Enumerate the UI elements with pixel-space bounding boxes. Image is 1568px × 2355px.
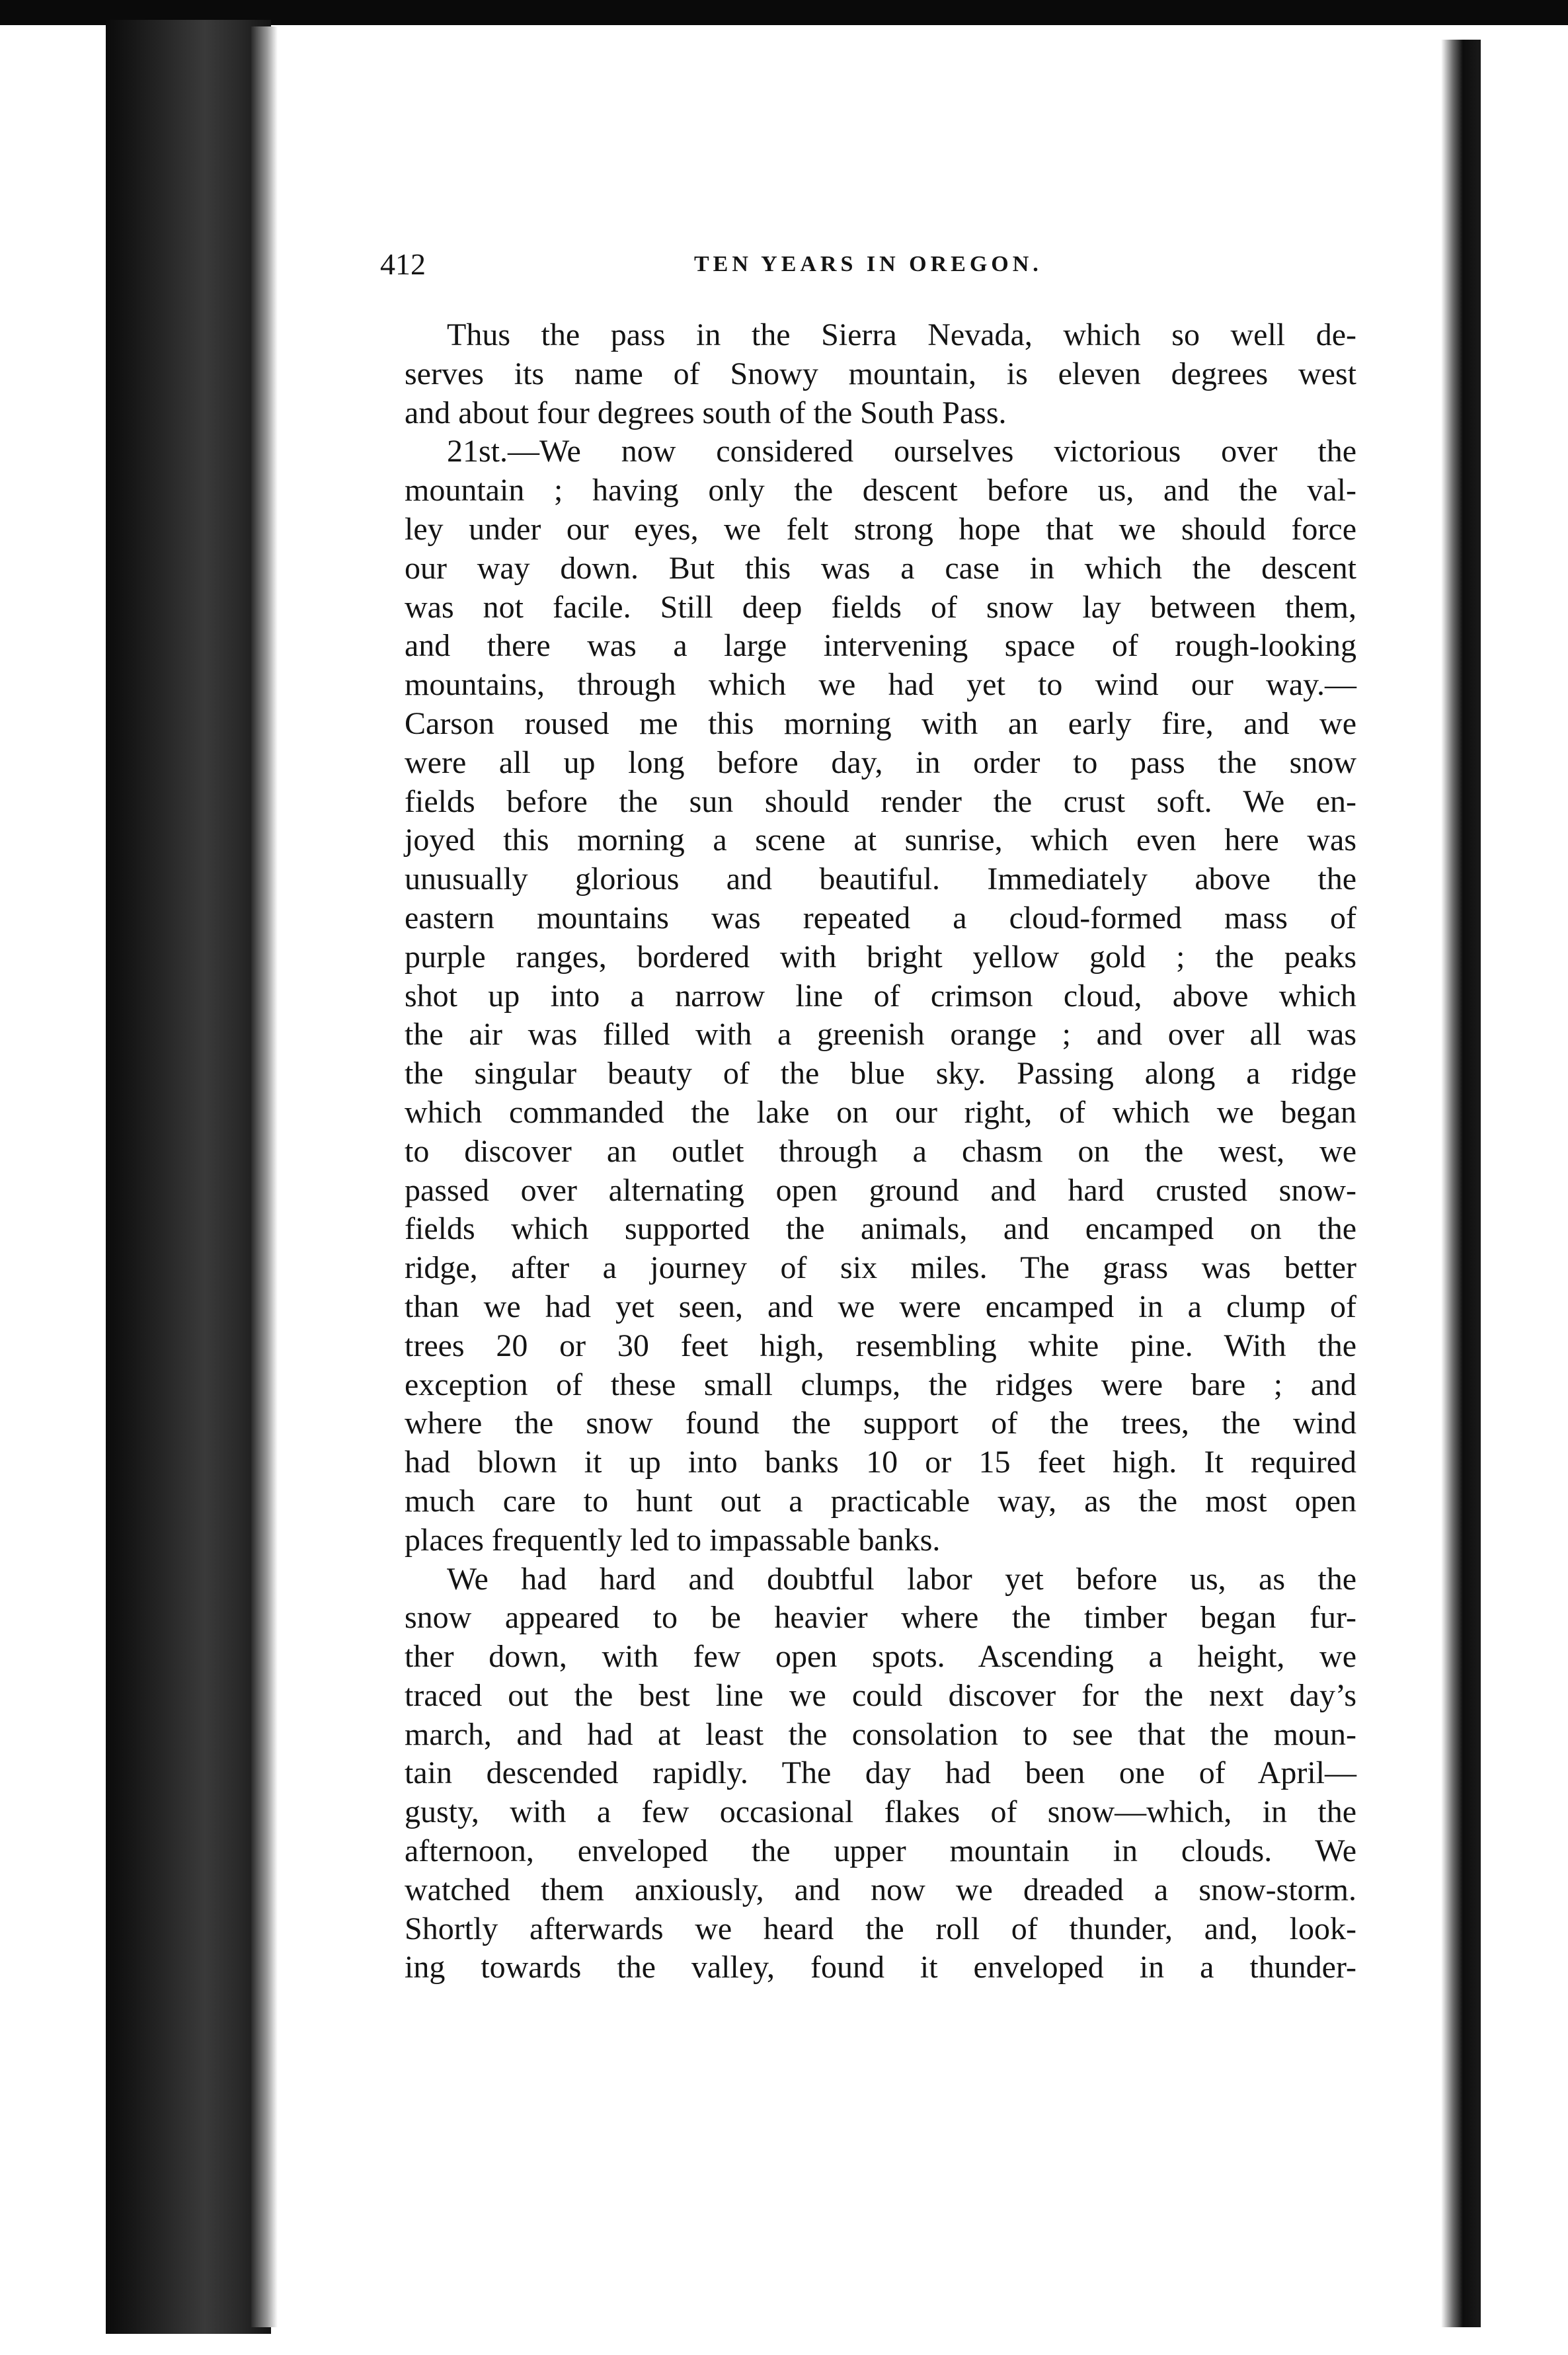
text-line: which commanded the lake on our right, of which we began (405, 1094, 1356, 1130)
text-line: where the snow found the support of the trees, the wind (405, 1406, 1356, 1441)
text-line: than we had yet seen, and we were encamped in a clump of (405, 1289, 1356, 1324)
text-line: passed over alternating open ground and hard crusted snow- (405, 1172, 1356, 1208)
page-header (380, 245, 1091, 284)
body-text (405, 316, 1356, 1987)
text-line: serves its name of Snowy mountain, is eleven degrees west (405, 356, 1356, 391)
text-line: traced out the best line we could discover for the next day’s (405, 1677, 1356, 1713)
text-line: ing towards the valley, found it enveloped in a thunder- (405, 1950, 1356, 1985)
text-line: ther down, with few open spots. Ascending a height, we (405, 1639, 1356, 1675)
text-line: gusty, with a few occasional flakes of snow—which, in the (405, 1794, 1356, 1830)
text-line: fields before the sun should render the crust soft. We en- (405, 783, 1356, 819)
text-line: had blown it up into banks 10 or 15 feet high. It required (405, 1445, 1356, 1480)
text-line: exception of these small clumps, the ridges were bare ; and (405, 1367, 1356, 1402)
text-line: our way down. But this was a case in which the descent (405, 550, 1356, 586)
text-line: Carson roused me this morning with an early fire, and we (405, 705, 1356, 741)
text-line: shot up into a narrow line of crimson cloud, above which (405, 978, 1356, 1014)
text-line: the singular beauty of the blue sky. Passing along a ridge (405, 1056, 1356, 1092)
text-line: eastern mountains was repeated a cloud-formed mass of (405, 900, 1356, 936)
scan-right-margin (1481, 25, 1568, 2355)
text-line: afternoon, enveloped the upper mountain in clouds. We (405, 1833, 1356, 1869)
page-number: 412 (380, 247, 426, 281)
text-line: Shortly afterwards we heard the roll of thunder, and, look- (405, 1911, 1356, 1946)
next-page-edge (1441, 40, 1481, 2327)
text-line: trees 20 or 30 feet high, resembling white pine. With the (405, 1328, 1356, 1363)
text-line: tain descended rapidly. The day had been one of April— (405, 1755, 1356, 1791)
text-line: watched them anxiously, and now we dreaded a snow-storm. (405, 1872, 1356, 1907)
running-title: TEN YEARS IN OREGON. (694, 252, 1042, 276)
text-line: We had hard and doubtful labor yet before us, as the (447, 1561, 1356, 1597)
text-line: mountains, through which we had yet to wind our way.— (405, 667, 1356, 703)
text-line: mountain ; having only the descent before us, and the val- (405, 473, 1356, 508)
text-line: to discover an outlet through a chasm on the west, we (405, 1133, 1356, 1169)
text-line: unusually glorious and beautiful. Immediately above the (405, 861, 1356, 897)
text-line: march, and had at least the consolation to see that the moun- (405, 1716, 1356, 1752)
text-line: and about four degrees south of the South Pass. (405, 395, 1007, 430)
text-line: 21st.—We now considered ourselves victorious over the (447, 434, 1356, 469)
text-line: and there was a large intervening space of rough-looking (405, 628, 1356, 664)
text-line: fields which supported the animals, and encamped on the (405, 1211, 1356, 1247)
text-line: places frequently led to impassable banks. (405, 1522, 941, 1558)
book-binding-shadow (106, 20, 271, 2334)
text-line: was not facile. Still deep fields of snow lay between them, (405, 589, 1356, 625)
text-line: much care to hunt out a practicable way, as the most open (405, 1483, 1356, 1519)
text-line: joyed this morning a scene at sunrise, which even here was (405, 822, 1356, 858)
text-line: ridge, after a journey of six miles. The grass was better (405, 1250, 1356, 1286)
binding-edge-gradient (251, 26, 278, 2327)
text-line: were all up long before day, in order to pass the snow (405, 744, 1356, 780)
text-line: Thus the pass in the Sierra Nevada, which so well de- (447, 317, 1356, 352)
text-line: purple ranges, bordered with bright yellow gold ; the peaks (405, 939, 1356, 975)
text-line: snow appeared to be heavier where the timber began fur- (405, 1600, 1356, 1636)
text-line: ley under our eyes, we felt strong hope that we should force (405, 511, 1356, 547)
text-line: the air was filled with a greenish orange ; and over all was (405, 1017, 1356, 1053)
